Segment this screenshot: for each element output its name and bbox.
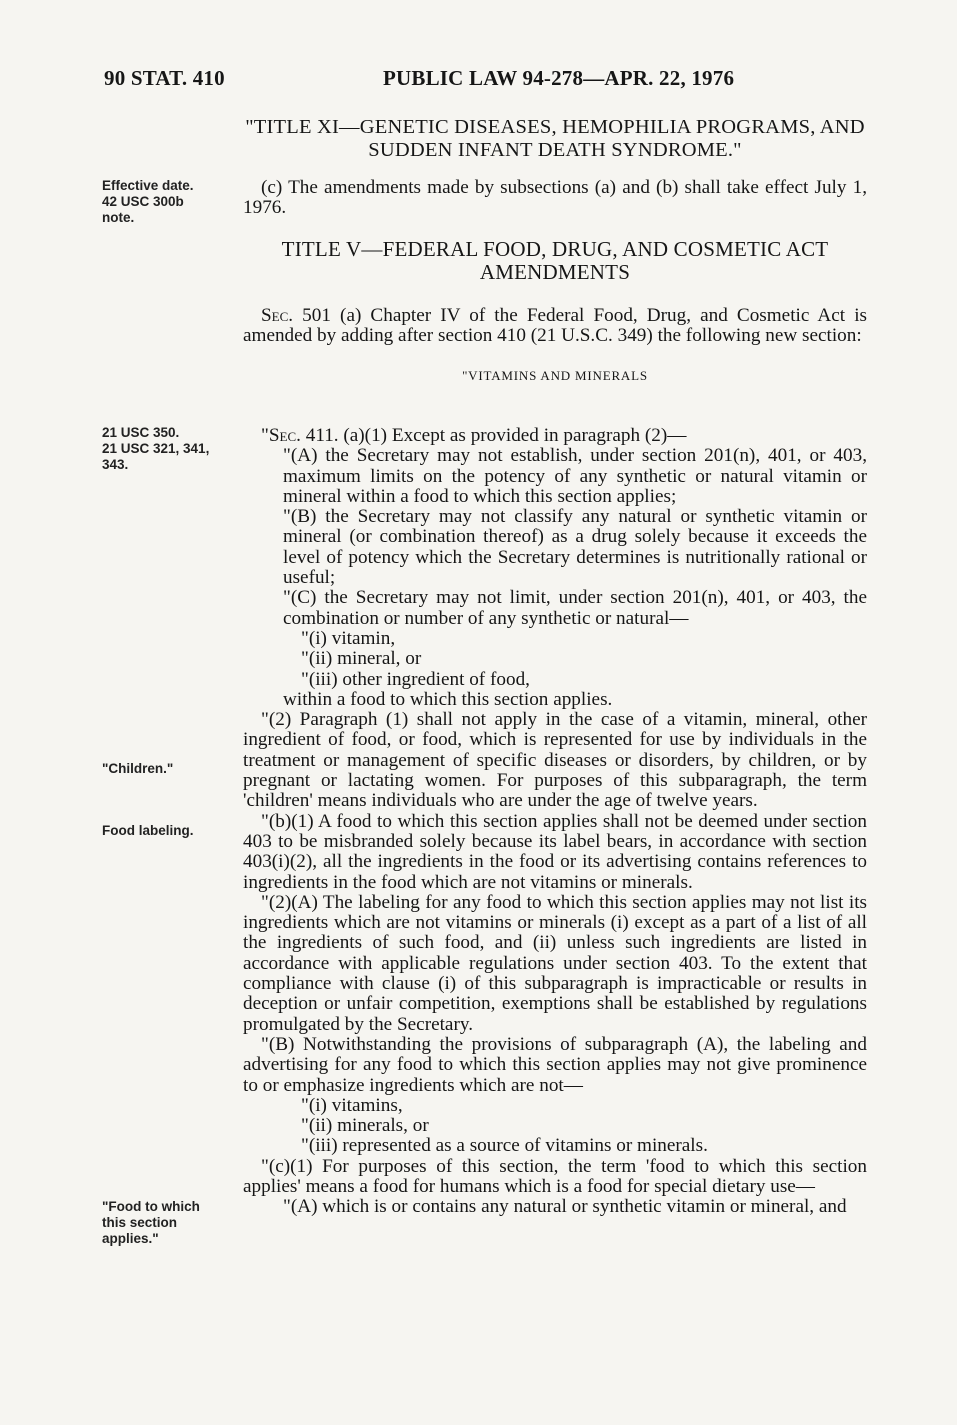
margin-note-food-applies: "Food to which this section applies." xyxy=(102,1199,200,1246)
subsection-c: (c) The amendments made by subsections (a) and (b) shall take effect July 1, 1976. xyxy=(243,177,867,219)
margin-note-children: "Children." xyxy=(102,761,174,776)
paragraph-c-1: "(c)(1) For purposes of this section, the term 'food to which this section applies' means a food for humans which is a food for special dietary use— xyxy=(243,1155,867,1197)
clause-a-C-ii: "(ii) mineral, or xyxy=(301,648,422,670)
subsection-c-block xyxy=(243,178,867,219)
section-501-paragraph xyxy=(243,306,867,347)
clause-b-2-B-ii: "(ii) minerals, or xyxy=(301,1115,429,1137)
section-501-text: 501 (a) Chapter IV of the Federal Food, Drug, and Cosmetic Act is amended by adding after section 410 (21 U.S.C. 349) the following new section: xyxy=(243,305,867,347)
clause-a-C-i: "(i) vitamin, xyxy=(301,627,396,649)
margin-note-usc-citations: 21 USC 350. 21 USC 321, 341, 343. xyxy=(102,425,210,472)
clause-a-C-tail: within a food to which this section applies. xyxy=(283,688,613,710)
vitamins-minerals-heading: "VITAMINS AND MINERALS xyxy=(462,368,648,383)
section-label: Sec. xyxy=(261,305,294,326)
section-411-opening xyxy=(243,426,867,446)
section-501-block xyxy=(243,306,867,347)
paragraph-a-2: "(2) Paragraph (1) shall not apply in the case of a vitamin, mineral, other ingredient of food, or food, which is represented for use by individuals in the treatment or management of specific diseases or disorders, by children, or by pregnant or lactating women. For purposes of this subparagraph, the term 'children' means individuals who are under the age of twelve years. xyxy=(243,709,867,812)
title-xi-block xyxy=(243,116,867,162)
running-header: PUBLIC LAW 94-278—APR. 22, 1976 xyxy=(383,66,735,90)
clause-b-2-B-i: "(i) vitamins, xyxy=(301,1094,403,1116)
vitamins-minerals-heading-block xyxy=(243,367,867,385)
clause-b-2-B-iii: "(iii) represented as a source of vitamins or minerals. xyxy=(301,1135,708,1157)
clause-a-B: "(B) the Secretary may not classify any natural or synthetic vitamin or mineral (or combination thereof) as a drug solely because it exceeds the level of potency which the Secretary determines is nutritionally rational or useful; xyxy=(283,506,867,589)
stat-page-number: 90 STAT. 410 xyxy=(104,66,225,90)
paragraph-b-1: "(b)(1) A food to which this section applies shall not be deemed under section 403 to be misbranded solely because its label bears, in accordance with section 403(i)(2), all the ingredients in the food or its advertising contains references to ingredients in the food which are not vitamins or minerals. xyxy=(243,810,867,893)
title-xi-heading: "TITLE XI—GENETIC DISEASES, HEMOPHILIA PROGRAMS, AND SUDDEN INFANT DEATH SYNDROME." xyxy=(245,116,865,161)
clause-a-C: "(C) the Secretary may not limit, under section 201(n), 401, or 403, the combination or number of any synthetic or natural— xyxy=(283,587,867,629)
section-label: "Sec. xyxy=(261,425,301,446)
section-411-block xyxy=(243,426,867,1218)
margin-note-food-labeling: Food labeling. xyxy=(102,823,194,838)
margin-note-effective-date: Effective date. 42 USC 300b note. xyxy=(102,178,194,225)
clause-c-1-A: "(A) which is or contains any natural or synthetic vitamin or mineral, and xyxy=(283,1196,847,1218)
clause-a-A: "(A) the Secretary may not establish, under section 201(n), 401, or 403, maximum limits on the potency of any synthetic or natural vitamin or mineral within a food to which this section applies; xyxy=(283,445,867,507)
paragraph-b-2-B: "(B) Notwithstanding the provisions of subparagraph (A), the labeling and advertising for any food to which this section applies may not give prominence to or emphasize ingredients which are not— xyxy=(243,1033,867,1096)
title-v-heading: TITLE V—FEDERAL FOOD, DRUG, AND COSMETIC ACT AMENDMENTS xyxy=(281,237,829,284)
title-v-block xyxy=(243,238,867,284)
clause-a-C-iii: "(iii) other ingredient of food, xyxy=(301,668,530,690)
paragraph-b-2-A: "(2)(A) The labeling for any food to which this section applies may not list its ingredients which are not vitamins or minerals (i) except as a part of a list of all the ingredients of such food, and (ii) unless such ingredients are listed in accordance with applicable regulations under section 403. To the extent that compliance with clause (i) of this subparagraph is impracticable or results in deception or unfair competition, exemptions shall be established by regulations promulgated by the Secretary. xyxy=(243,891,867,1035)
section-411-text: 411. (a)(1) Except as provided in paragraph (2)— xyxy=(300,425,687,446)
